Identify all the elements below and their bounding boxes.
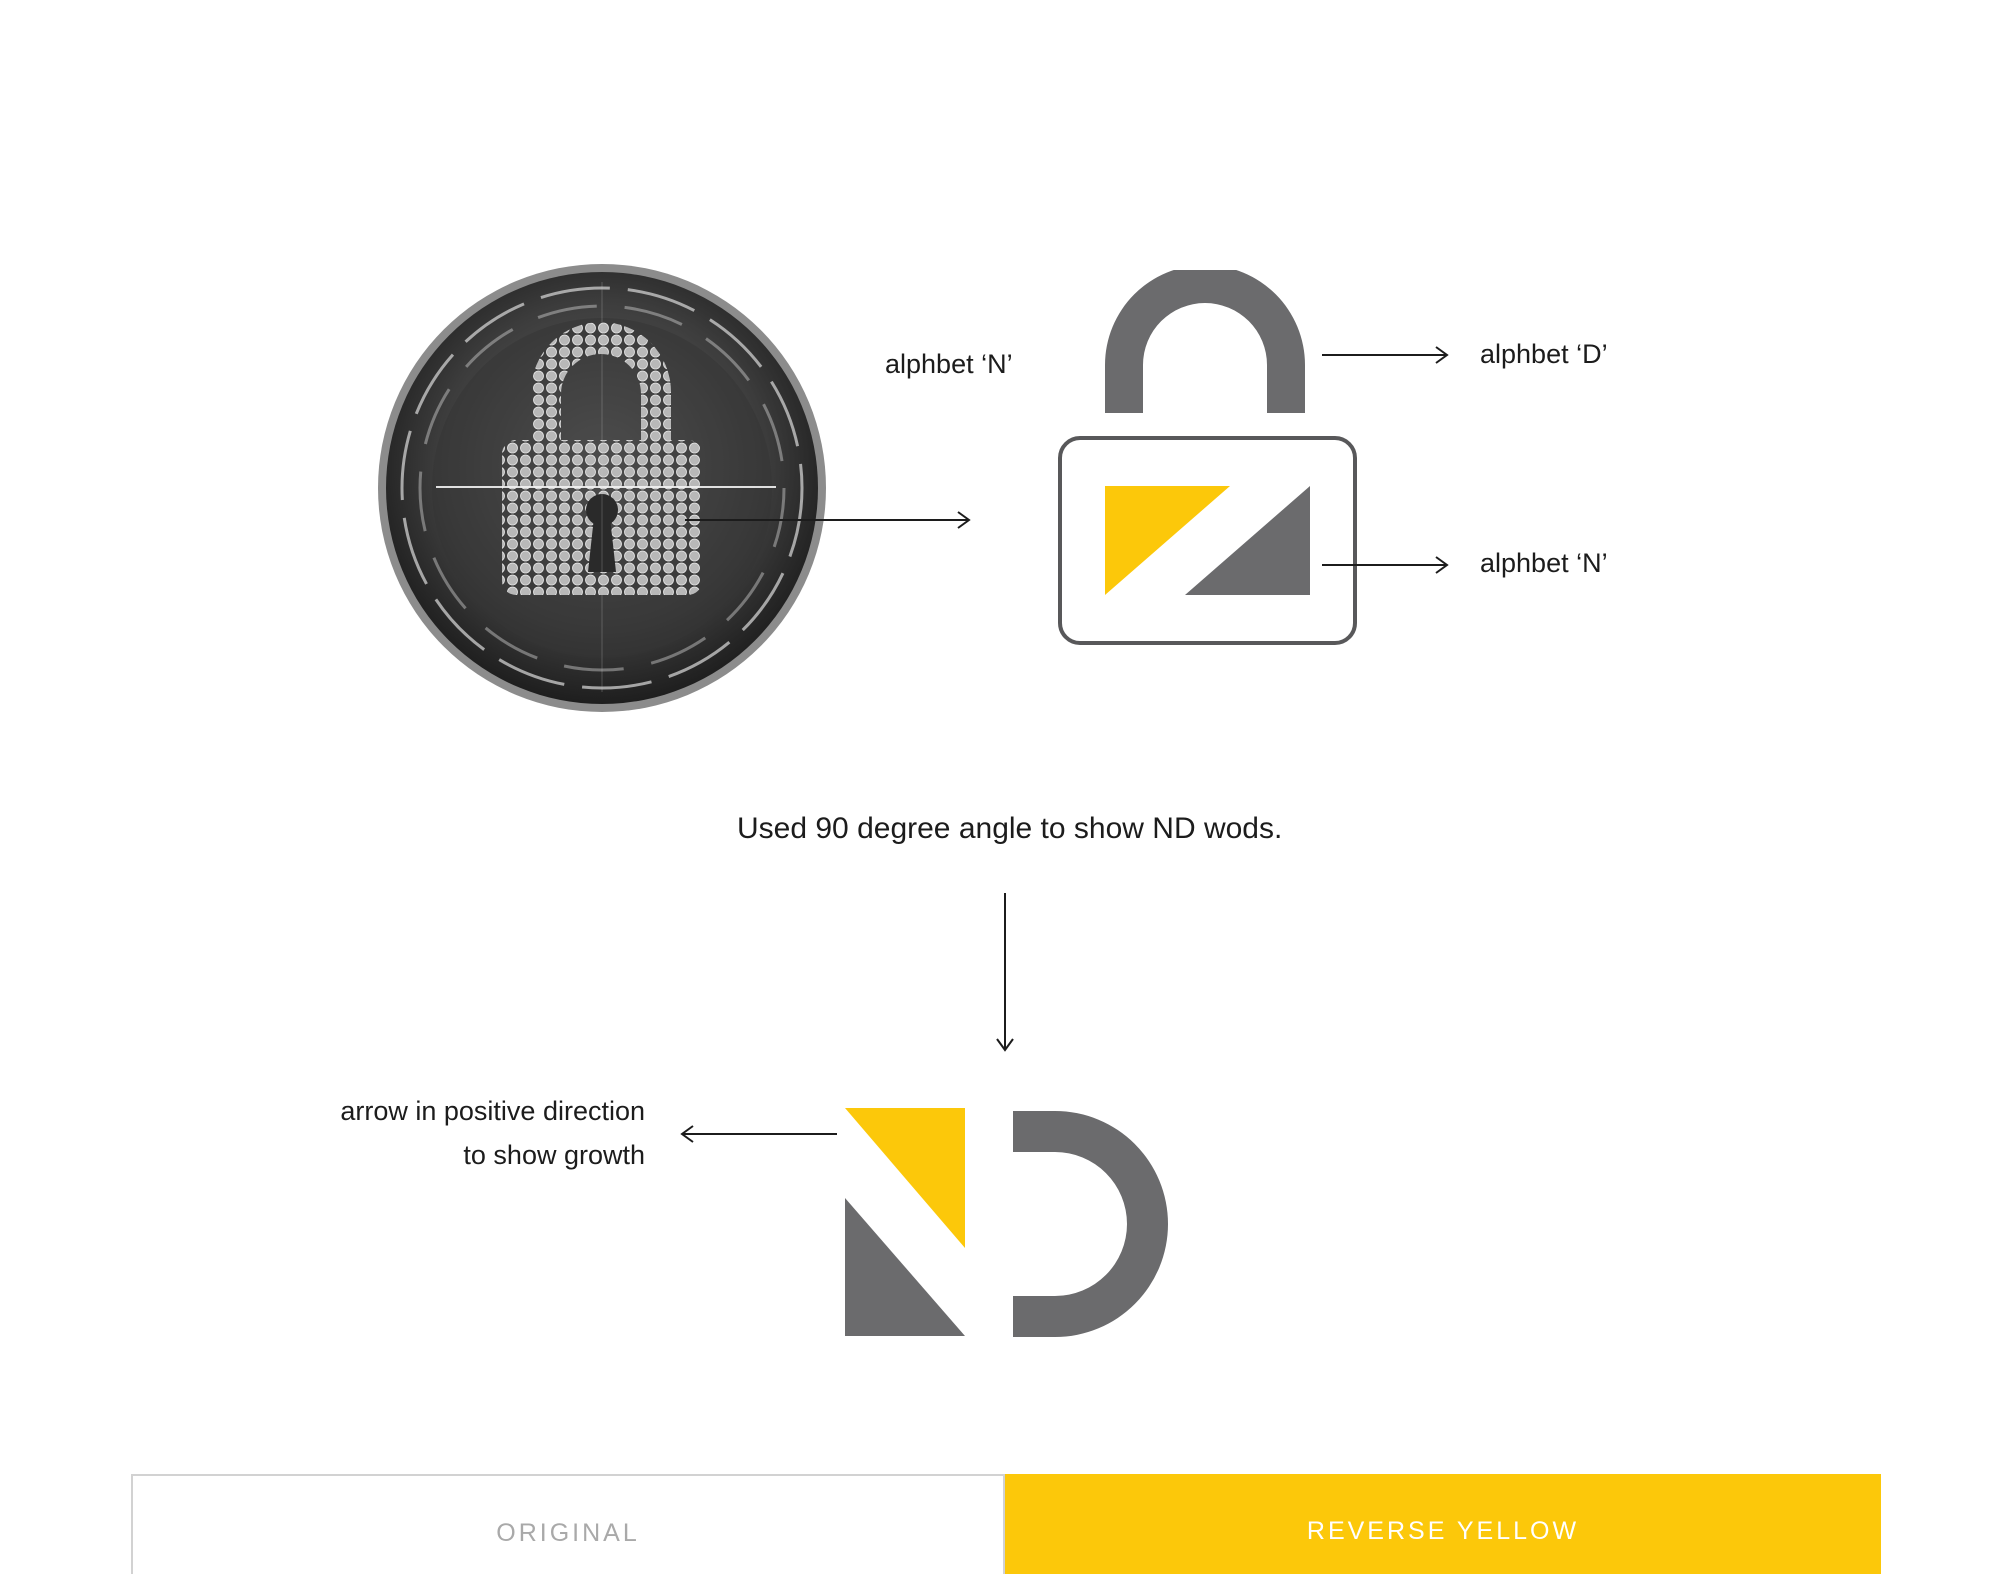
arrow-label-line2: to show growth — [463, 1140, 645, 1170]
arrow-right-icon — [1322, 345, 1452, 365]
swatch-original-label: ORIGINAL — [496, 1519, 640, 1547]
nd-lock-icon — [1050, 270, 1360, 650]
arrow-right-icon — [685, 510, 975, 530]
lock-n-label: alphbet ‘N’ — [885, 349, 1013, 379]
arrow-left-icon — [677, 1124, 839, 1144]
caption: Used 90 degree angle to show ND wods. — [737, 812, 1283, 845]
swatch-reverse-yellow-label: REVERSE YELLOW — [1306, 1517, 1580, 1545]
shackle-d-label: alphbet ‘D’ — [1480, 339, 1608, 369]
arrow-right-icon — [1322, 555, 1452, 575]
arrow-label-line1: arrow in positive direction — [340, 1096, 645, 1126]
lock-photo-icon — [376, 262, 828, 714]
swatch-original — [131, 1474, 1005, 1574]
body-n-label: alphbet ‘N’ — [1480, 548, 1608, 578]
arrow-down-icon — [995, 893, 1015, 1055]
nd-logo-icon — [845, 1108, 1170, 1338]
swatch-reverse-yellow — [1005, 1474, 1881, 1574]
